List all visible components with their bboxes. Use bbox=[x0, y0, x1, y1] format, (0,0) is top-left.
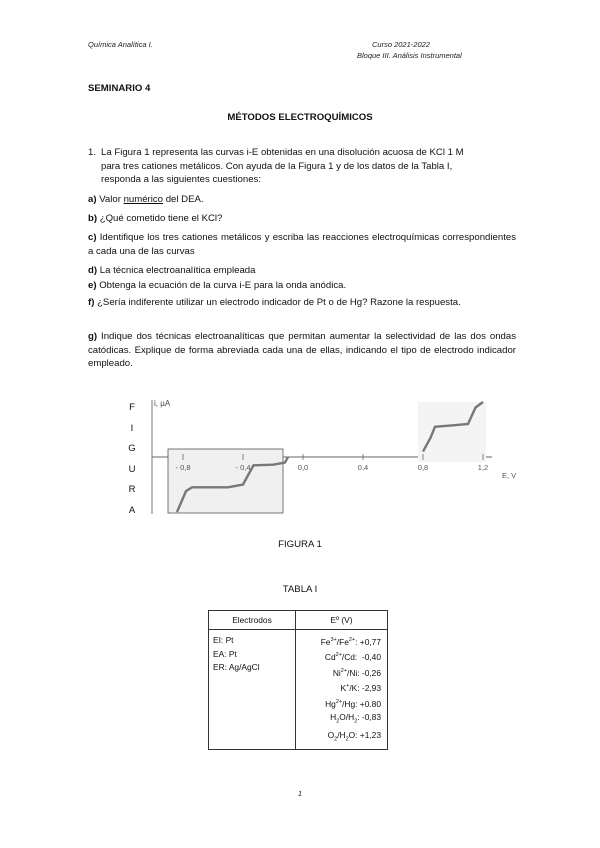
value-cd: -0,40 bbox=[361, 652, 381, 663]
anodic-box bbox=[418, 402, 486, 462]
item-a bbox=[88, 193, 516, 207]
page-title: MÉTODOS ELECTROQUÍMICOS bbox=[227, 112, 373, 123]
figure-caption: FIGURA 1 bbox=[278, 539, 322, 550]
item-e bbox=[88, 279, 516, 293]
question-intro-line-2: para tres cationes metálicos. Con ayuda de la Figura 1 y de los datos de la Tabla I, bbox=[101, 160, 453, 172]
item-d-label: d) bbox=[88, 265, 98, 276]
table-title: TABLA I bbox=[282, 584, 318, 595]
reaction-ni: $Ni^{2+}/Ni$: -0,26 bbox=[332, 667, 381, 678]
seminar-title: SEMINARIO 4 bbox=[88, 83, 151, 94]
header-block: Bloque III. Análisis Instrumental bbox=[357, 51, 462, 60]
item-a-label: a) bbox=[88, 194, 97, 205]
item-d bbox=[88, 264, 516, 278]
table-potentials bbox=[208, 610, 388, 750]
reaction-h2o: $H_2O/H_2$: -0,83 bbox=[330, 711, 381, 725]
reaction-o2: $O_2/H_2O$: +1,23 bbox=[327, 730, 381, 743]
item-e-label: e) bbox=[88, 280, 97, 291]
header-subject: Química Analítica I. bbox=[88, 40, 153, 49]
side-letter: A bbox=[128, 504, 136, 516]
item-g-label: g) bbox=[88, 331, 98, 342]
x-tick-label: 0,8 bbox=[417, 463, 429, 472]
x-tick-label: 0,0 bbox=[297, 463, 309, 472]
table-row bbox=[209, 630, 388, 750]
question-number: 1. bbox=[88, 147, 97, 158]
cathodic-box bbox=[168, 449, 283, 513]
item-b-text: ¿Qué cometido tiene el KCl? bbox=[99, 213, 223, 224]
table-header-potential: Eº (V) bbox=[296, 611, 388, 630]
item-g bbox=[88, 330, 516, 371]
value-ni: -0,26 bbox=[361, 667, 381, 678]
x-tick-label: 0,4 bbox=[357, 463, 369, 472]
table-electrodes-cell bbox=[209, 630, 296, 750]
question-intro-line-3: responda a las siguientes cuestiones: bbox=[101, 174, 261, 185]
value-hg: +0.80 bbox=[359, 698, 381, 709]
reaction-hg: $Hg^{2+}/Hg$: +0.80 bbox=[325, 698, 381, 709]
item-e-text: Obtenga la ecuación de la curva i-E para la onda anódica. bbox=[99, 280, 347, 291]
x-tick-label: - 0,8 bbox=[175, 463, 191, 472]
item-b bbox=[88, 212, 516, 226]
value-h2o: -0,83 bbox=[361, 711, 381, 722]
x-tick-label: 1,2 bbox=[477, 463, 489, 472]
figure-side-label bbox=[126, 398, 138, 521]
value-k: -2,93 bbox=[361, 682, 381, 693]
item-c-label: c) bbox=[88, 232, 97, 243]
header-course: Curso 2021-2022 bbox=[372, 40, 430, 49]
item-a-pre: Valor bbox=[99, 194, 124, 205]
question-intro bbox=[101, 146, 516, 187]
item-b-label: b) bbox=[88, 213, 98, 224]
table-header-electrodes: Electrodos bbox=[209, 611, 296, 630]
side-letter: F bbox=[129, 402, 135, 413]
electrode-auxiliary: EA: Pt bbox=[213, 648, 237, 659]
y-axis-label: i, µA bbox=[154, 399, 171, 408]
reaction-fe: $Fe^{3+}/Fe^{2+}$: +0,77 bbox=[320, 636, 381, 647]
item-g-text: Indique dos técnicas electroanalíticas que permitan aumentar la selectividad de las dos ondas catódicas. Explique de forma abreviada cada una de ellas, indicando el tipo de electrodo indicador empleado. bbox=[88, 331, 516, 369]
table-potentials-cell bbox=[296, 630, 388, 750]
side-letter: I bbox=[130, 422, 134, 434]
page-number: 1 bbox=[297, 789, 303, 798]
item-c-text: Identifique los tres cationes metálicos y escriba las reacciones electroquímicas correspondientes a cada una de las curvas bbox=[88, 232, 516, 257]
x-tick-label: - 0,4 bbox=[235, 463, 251, 472]
item-f-text: ¿Sería indiferente utilizar un electrodo indicador de Pt o de Hg? Razone la respuesta. bbox=[97, 297, 461, 308]
table-header-row bbox=[209, 611, 388, 630]
x-axis-label: E, V bbox=[502, 471, 517, 480]
item-d-text: La técnica electroanalítica empleada bbox=[99, 265, 256, 276]
electrode-indicator: EI: Pt bbox=[213, 635, 234, 645]
figure-1-chart bbox=[140, 392, 520, 528]
value-o2: +1,23 bbox=[359, 730, 381, 741]
question-intro-line-1: La Figura 1 representa las curvas i-E obtenidas en una disolución acuosa de KCl 1 M bbox=[101, 147, 464, 158]
electrode-reference: ER: Ag/AgCl bbox=[213, 662, 260, 673]
item-a-post: del DEA. bbox=[163, 194, 204, 205]
side-letter: R bbox=[128, 484, 136, 495]
side-letter: G bbox=[128, 443, 136, 454]
item-f bbox=[88, 296, 516, 310]
item-c bbox=[88, 231, 516, 258]
value-fe: +0,77 bbox=[359, 636, 381, 647]
reaction-cd: $Cd^{2+}/Cd$: -0,40 bbox=[324, 652, 381, 663]
side-letter: U bbox=[128, 463, 136, 475]
item-a-word: numérico bbox=[123, 194, 164, 205]
item-f-label: f) bbox=[88, 297, 95, 308]
reaction-k: K+/K: -2,93 bbox=[340, 682, 381, 693]
